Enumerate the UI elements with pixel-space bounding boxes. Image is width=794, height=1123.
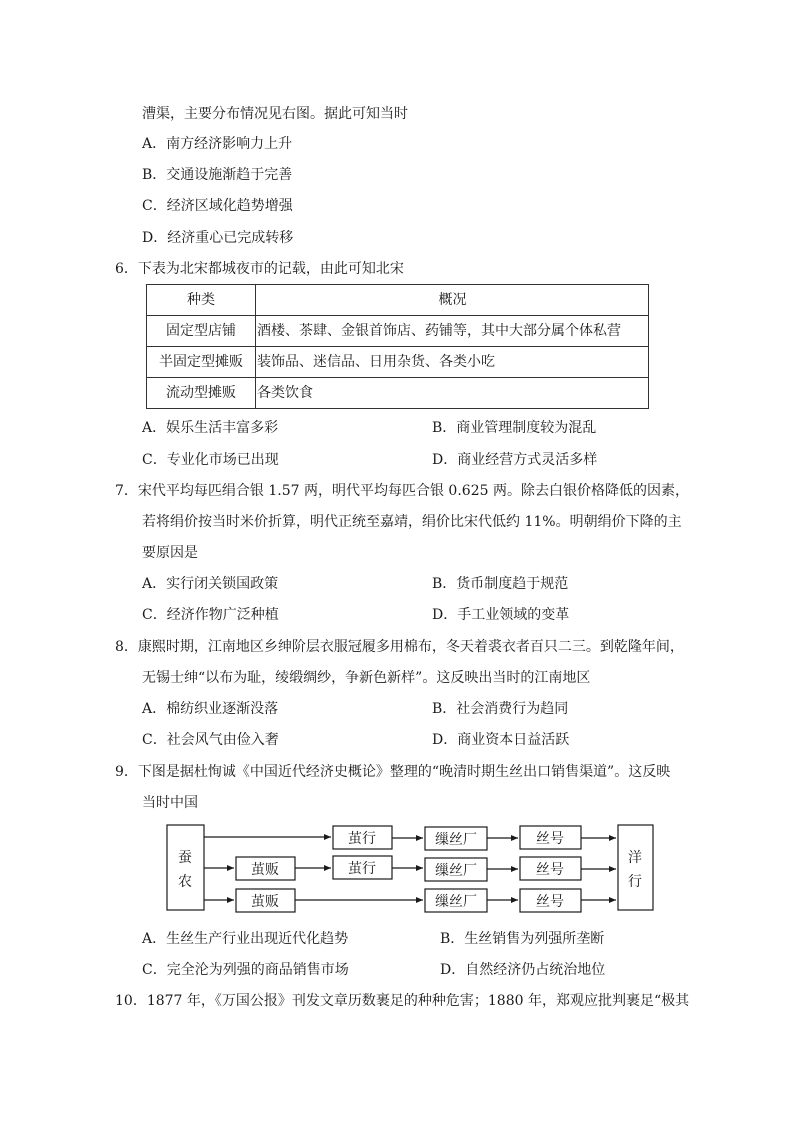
cocoon-dealer-label: 茧贩 [251, 894, 279, 910]
q6-option-b: B．商业管理制度较为混乱 [432, 420, 597, 436]
foreign-firm-label-char: 行 [628, 874, 642, 890]
q7-option-a: A．实行闭关锁国政策 [142, 576, 279, 592]
table-cell: 半固定型摊贩 [147, 347, 256, 378]
table-row [147, 316, 649, 347]
q9-line-2: 当时中国 [142, 795, 198, 811]
q8-option-c: C．社会风气由俭入奢 [142, 732, 279, 748]
q7-line-2: 若将绢价按当时米价折算，明代正统至嘉靖，绢价比宋代低约 11%。明朝绢价下降的主 [142, 514, 682, 530]
table-row [147, 347, 649, 378]
q8-option-d: D．商业资本日益活跃 [432, 732, 570, 748]
silk-reeling-factory-label: 缫丝厂 [435, 894, 477, 910]
q5-stem-tail: 漕渠，主要分布情况见右图。据此可知当时 [142, 106, 408, 122]
farmer-box [167, 825, 204, 910]
table-header-cell: 种类 [147, 285, 256, 316]
table-cell: 固定型店铺 [147, 316, 256, 347]
q7-option-d: D．手工业领域的变革 [432, 607, 570, 623]
table-header-cell: 概况 [256, 285, 649, 316]
table-row [147, 378, 649, 409]
q8-option-a: A．棉纺织业逐渐没落 [142, 701, 279, 717]
q8-option-b: B．社会消费行为趋同 [432, 701, 569, 717]
cocoon-firm-label: 茧行 [348, 861, 376, 877]
q6-stem: 6．下表为北宋都城夜市的记载，由此可知北宋 [115, 261, 404, 277]
q7-line-1: 7．宋代平均每匹绢合银 1.57 两，明代平均每匹合银 0.625 两。除去白银价格降低的因素， [115, 483, 689, 499]
table-header-row [147, 285, 649, 316]
q9-option-b: B．生丝销售为列强所垄断 [440, 931, 605, 947]
q9-option-c: C．完全沦为列强的商品销售市场 [142, 962, 349, 978]
q6-option-c: C．专业化市场已出现 [142, 452, 279, 468]
q7-option-c: C．经济作物广泛种植 [142, 607, 279, 623]
q8-line-1: 8．康熙时期，江南地区乡绅阶层衣服冠履多用棉布，冬天着裘衣者百只二三。到乾隆年间， [115, 639, 684, 655]
silk-shop-label: 丝号 [536, 831, 564, 847]
q6-table [146, 284, 649, 409]
silk-shop-label: 丝号 [536, 894, 564, 910]
q7-line-3: 要原因是 [142, 545, 198, 561]
silk-shop-label: 丝号 [536, 862, 564, 878]
table-cell: 流动型摊贩 [147, 378, 256, 409]
q6-option-a: A．娱乐生活丰富多彩 [142, 420, 279, 436]
silk-reeling-factory-label: 缫丝厂 [435, 863, 477, 879]
cocoon-firm-label: 茧行 [348, 831, 376, 847]
q5-option-a: A．南方经济影响力上升 [142, 136, 293, 152]
table-cell: 各类饮食 [256, 378, 649, 409]
q6-option-d: D．商业经营方式灵活多样 [432, 452, 598, 468]
q9-flow-diagram [165, 822, 657, 914]
cocoon-dealer-label: 茧贩 [251, 862, 279, 878]
q5-option-d: D．经济重心已完成转移 [142, 230, 294, 246]
q9-option-a: A．生丝生产行业出现近代化趋势 [142, 931, 349, 947]
table-cell: 酒楼、茶肆、金银首饰店、药铺等，其中大部分属个体私营 [256, 316, 649, 347]
q9-line-1: 9．下图是据杜恂诚《中国近代经济史概论》整理的“晚清时期生丝出口销售渠道”。这反映 [115, 764, 671, 780]
q7-option-b: B．货币制度趋于规范 [432, 576, 569, 592]
q5-option-c: C．经济区域化趋势增强 [142, 198, 293, 214]
foreign-firm-label-char: 洋 [628, 850, 642, 866]
q8-line-2: 无锡士绅“以布为耻，绫缎绸纱，争新色新样”。这反映出当时的江南地区 [142, 670, 591, 686]
q10-line-1: 10．1877 年，《万国公报》刊发文章历数裹足的种种危害；1880 年，郑观应批判裹足“极其 [115, 993, 690, 1009]
farmer-label-char: 农 [178, 874, 192, 890]
foreign-firm-box [618, 825, 653, 910]
q5-option-b: B．交通设施渐趋于完善 [142, 167, 293, 183]
silk-reeling-factory-label: 缫丝厂 [435, 832, 477, 848]
table-cell: 装饰品、迷信品、日用杂货、各类小吃 [256, 347, 649, 378]
farmer-label-char: 蚕 [178, 850, 192, 866]
q9-option-d: D．自然经济仍占统治地位 [440, 962, 606, 978]
